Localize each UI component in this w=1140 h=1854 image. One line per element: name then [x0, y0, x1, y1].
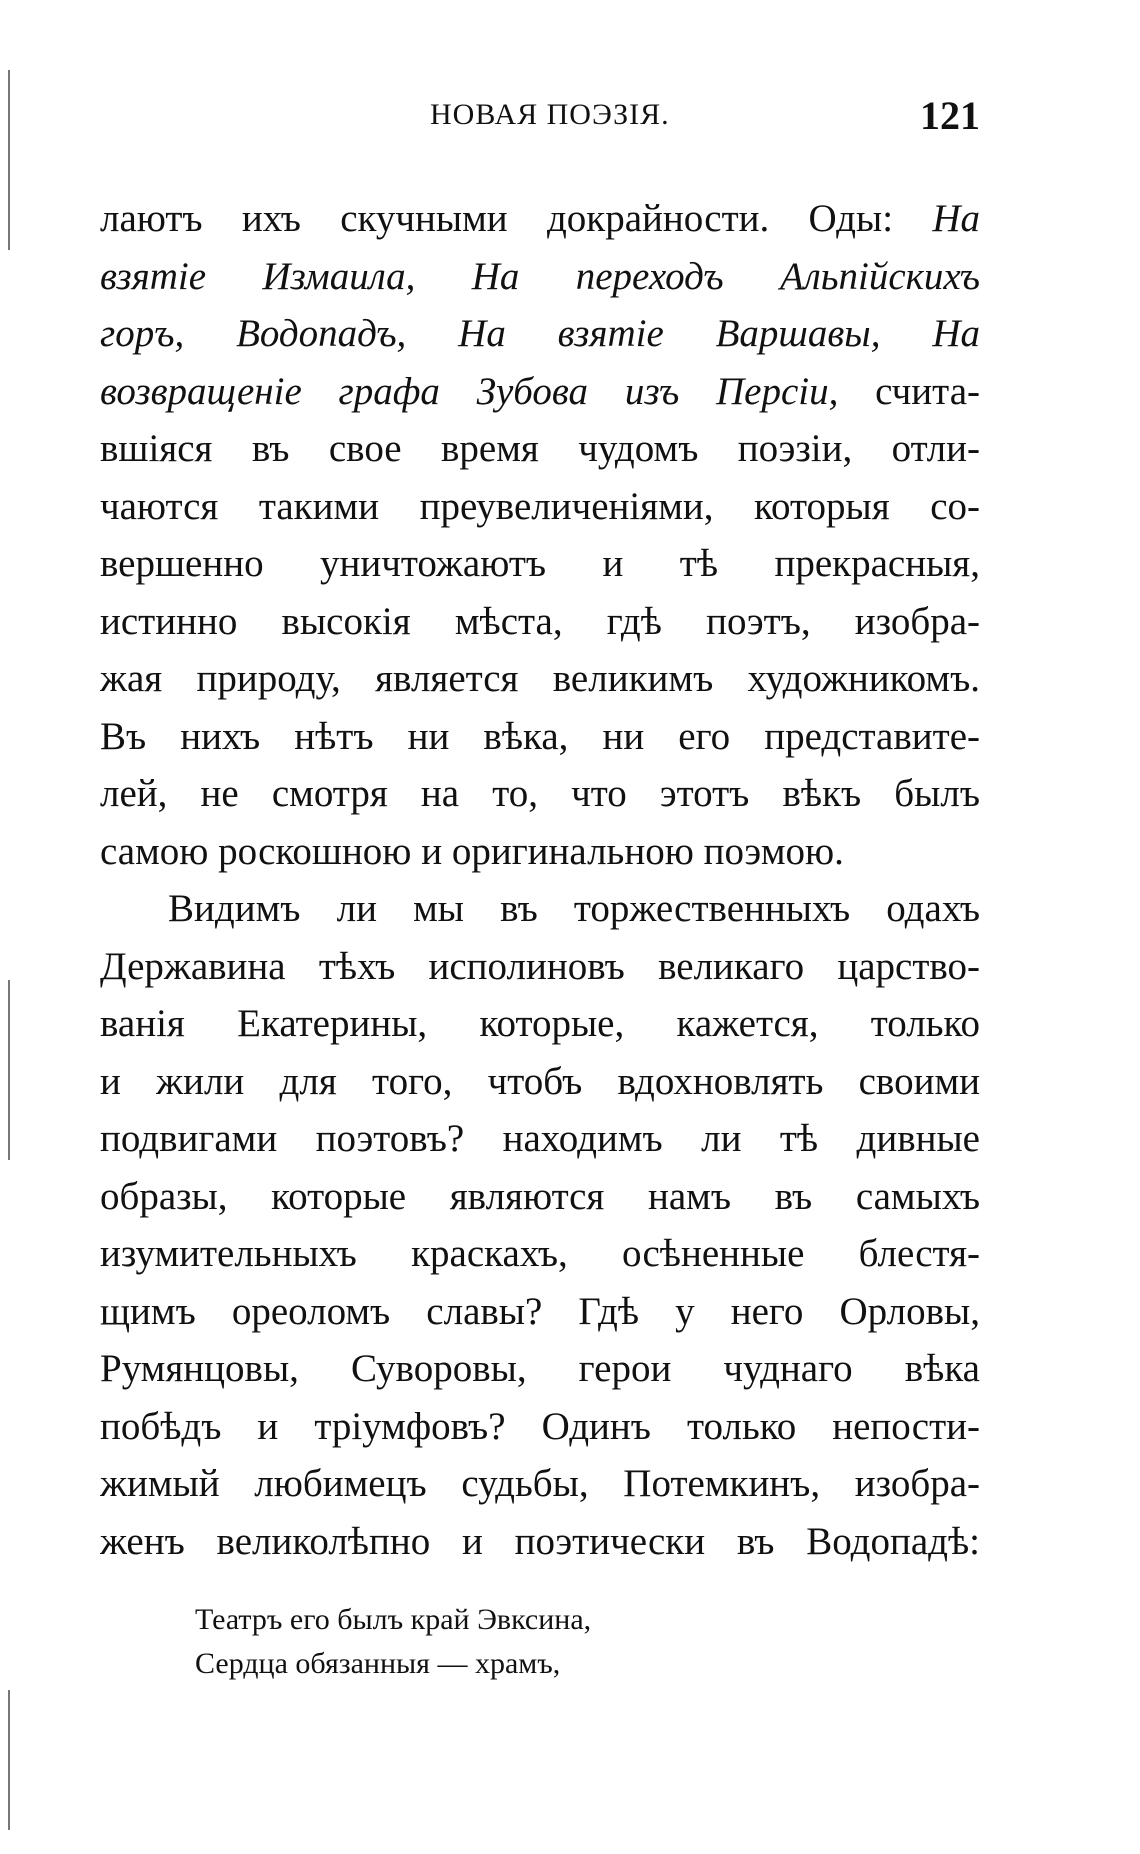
text-span: лаютъ ихъ скучными докрайности. Оды:	[100, 197, 894, 240]
text-line: щимъ ореоломъ славы? Гдѣ у него Орловы,	[100, 1289, 980, 1333]
text-line: изумительныхъ краскахъ, осѣненные блестя-	[100, 1232, 980, 1275]
page-number: 121	[920, 93, 980, 138]
italic-title: На	[932, 197, 980, 240]
verse-line: Театръ его былъ край Эвксина,	[195, 1603, 592, 1636]
text-line	[100, 190, 980, 248]
text-line: Въ нихъ нѣтъ ни вѣка, ни его представите-	[100, 714, 980, 758]
text-line: истинно высокія мѣста, гдѣ поэтъ, изобра-	[100, 599, 980, 643]
text-line: горъ, Водопадъ, На взятіе Варшавы, На	[100, 312, 980, 355]
text-line: побѣдъ и тріумфовъ? Одинъ только непости-	[100, 1404, 980, 1448]
text-line	[100, 363, 980, 421]
text-span: счита-	[875, 369, 980, 413]
verse-line: Сердца обязанныя — храмъ,	[195, 1647, 561, 1680]
running-head: НОВАЯ ПОЭЗІЯ.	[430, 98, 670, 131]
text-line: вершенно уничтожаютъ и тѣ прекрасныя,	[100, 542, 980, 585]
text-line: образы, которые являются намъ въ самыхъ	[100, 1174, 980, 1218]
scan-edge-mark	[8, 980, 10, 1160]
italic-title: возвращеніе графа Зубова изъ Персіи,	[100, 369, 839, 413]
text-line: жая природу, является великимъ художникомъ.	[100, 657, 980, 700]
text-line: взятіе Измаила, На переходъ Альпійскихъ	[100, 254, 980, 298]
verse-quote	[195, 1598, 895, 1686]
text-line: вшіяся въ свое время чудомъ поэзіи, отли-	[100, 427, 980, 470]
text-line: самою роскошною и оригинальною поэмою.	[100, 829, 844, 873]
scan-edge-mark	[8, 1690, 10, 1830]
text-line: Румянцовы, Суворовы, герои чуднаго вѣка	[100, 1347, 980, 1390]
text-line: Видимъ ли мы въ торжественныхъ одахъ	[168, 887, 980, 930]
text-line: Державина тѣхъ исполиновъ великаго царство-	[100, 944, 980, 988]
scan-edge-mark	[8, 70, 10, 250]
text-line: лей, не смотря на то, что этотъ вѣкъ былъ	[100, 772, 980, 815]
text-line: женъ великолѣпно и поэтически въ Водопадѣ:	[100, 1519, 980, 1563]
page-header	[100, 92, 980, 142]
text-line: подвигами поэтовъ? находимъ ли тѣ дивные	[100, 1117, 980, 1160]
text-line: и жили для того, чтобъ вдохновлять своими	[100, 1059, 980, 1103]
text-line: ванія Екатерины, которые, кажется, только	[100, 1002, 980, 1045]
body-text	[100, 190, 980, 1570]
text-line: чаются такими преувеличеніями, которыя со-	[100, 484, 980, 528]
text-line: жимый любимецъ судьбы, Потемкинъ, изобра-	[100, 1462, 980, 1505]
